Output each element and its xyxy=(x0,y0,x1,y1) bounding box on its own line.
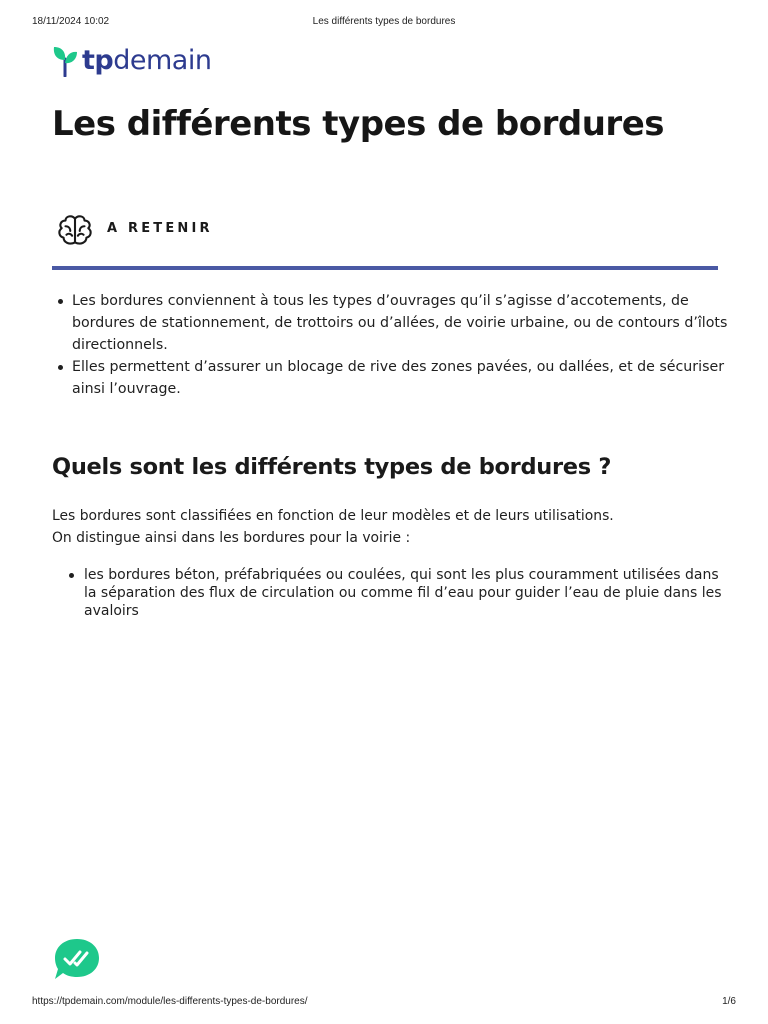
intro-line: On distingue ainsi dans les bordures pour la voirie : xyxy=(52,530,411,546)
retain-box xyxy=(52,208,718,270)
print-header xyxy=(0,16,768,30)
border-type-item: les bordures béton, préfabriquées ou coulées, qui sont les plus couramment utilisées dans la séparation des flux de circulation ou comme fil d’eau pour guider l’eau de pluie dans les avaloirs xyxy=(84,566,724,620)
section-heading: Quels sont les différents types de bordures ? xyxy=(52,454,612,480)
sprout-icon xyxy=(52,43,78,77)
intro-paragraph xyxy=(52,505,732,549)
retain-label: A RETENIR xyxy=(107,221,213,236)
print-datetime: 18/11/2024 10:02 xyxy=(32,16,110,27)
print-page-number: 1/6 xyxy=(722,996,736,1007)
intro-line: Les bordures sont classifiées en fonction de leur modèles et de leurs utilisations. xyxy=(52,508,614,524)
logo-text-tp: tp xyxy=(82,44,114,76)
border-types-list xyxy=(84,566,724,620)
print-url[interactable]: https://tpdemain.com/module/les-differents-types-de-bordures/ xyxy=(32,996,308,1007)
summary-item: Les bordures conviennent à tous les types d’ouvrages qu’il s’agisse d’accotements, de bordures de stationnement, de trottoirs ou d’allées, de voirie urbaine, ou de contours d’îlots directionnels. xyxy=(72,290,742,356)
tpdemain-logo[interactable] xyxy=(52,40,211,80)
print-footer xyxy=(0,996,768,1010)
retain-divider xyxy=(52,266,718,270)
print-doc-title: Les différents types de bordures xyxy=(312,16,456,27)
page-title: Les différents types de bordures xyxy=(52,104,664,144)
logo-text-demain: demain xyxy=(113,44,212,76)
summary-list xyxy=(52,290,742,400)
brain-icon xyxy=(56,212,94,250)
summary-item: Elles permettent d’assurer un blocage de rive des zones pavées, ou dallées, et de sécuriser ainsi l’ouvrage. xyxy=(72,356,742,400)
chat-check-icon[interactable] xyxy=(53,937,101,981)
